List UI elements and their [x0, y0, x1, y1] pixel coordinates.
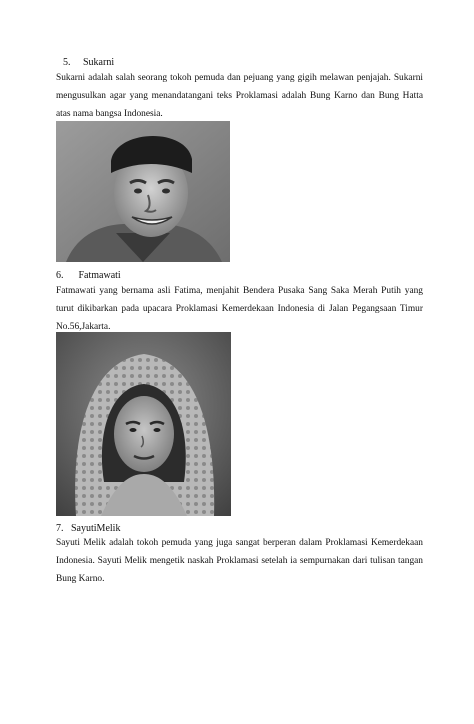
text-line: turut dikibarkan pada upacara Proklamasi Kemerdekaan Indonesia di Jalan Pegangsaan Timur — [56, 304, 423, 314]
section-number: 7. — [56, 523, 64, 534]
section-number: 6. — [56, 270, 64, 281]
text-line: atas nama bangsa Indonesia. — [56, 109, 163, 119]
paragraph-sukarni — [56, 69, 423, 123]
paragraph-sayuti-melik — [56, 534, 423, 588]
photo-fatmawati — [56, 332, 231, 516]
section-number: 5. — [63, 57, 71, 68]
section-title: SayutiMelik — [71, 523, 121, 534]
text-line: No.56,Jakarta. — [56, 322, 111, 332]
section-heading-fatmawati — [56, 270, 121, 282]
section-heading-sukarni — [63, 57, 114, 69]
portrait-fatmawati-image — [56, 332, 231, 516]
portrait-sukarni-image — [56, 121, 230, 262]
text-line: mengusulkan agar yang menandatangani teks Proklamasi adalah Bung Karno dan Bung Hatta — [56, 91, 423, 101]
photo-sukarni — [56, 121, 230, 262]
paragraph-fatmawati — [56, 282, 423, 336]
text-line: Indonesia. Sayuti Melik mengetik naskah Proklamasi setelah ia sempurnakan dari tulisan tangan — [56, 556, 423, 566]
text-line: Fatmawati yang bernama asli Fatima, menjahit Bendera Pusaka Sang Saka Merah Putih yang — [56, 286, 423, 296]
text-line: Sukarni adalah salah seorang tokoh pemuda dan pejuang yang gigih melawan penjajah. Sukarni — [56, 73, 423, 83]
text-line: Bung Karno. — [56, 574, 105, 584]
text-line: Sayuti Melik adalah tokoh pemuda yang juga sangat berperan dalam Proklamasi Kemerdekaan — [56, 538, 423, 548]
section-title: Fatmawati — [78, 270, 121, 281]
section-title: Sukarni — [83, 57, 115, 68]
